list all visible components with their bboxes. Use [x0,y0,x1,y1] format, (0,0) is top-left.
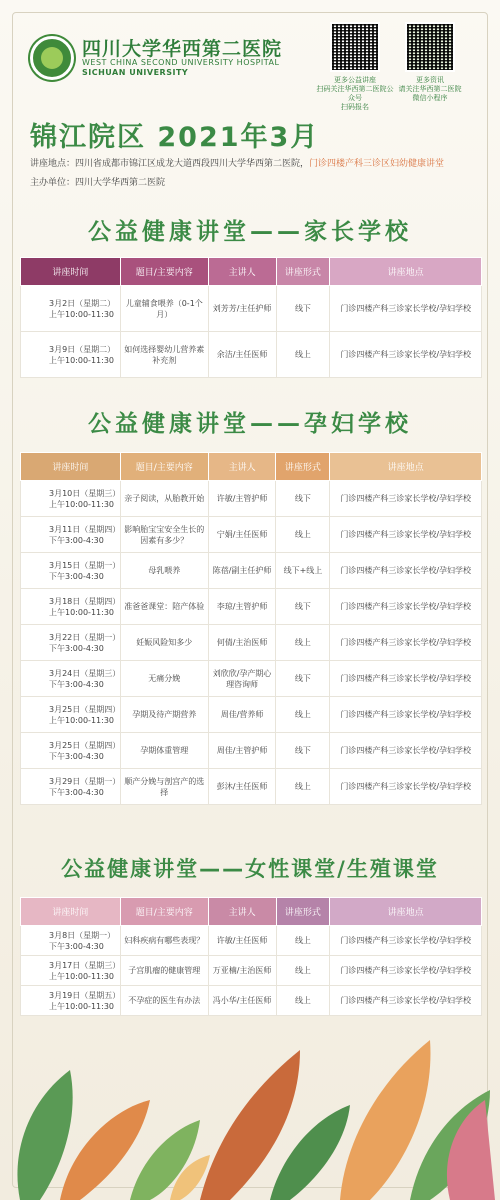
lecture-mode-mode: 线上 [294,350,311,359]
qr-caption-mini-program [390,76,470,103]
lecture-time [21,733,121,769]
lecture-mode-mode: 线下 [294,494,311,503]
lecture-time [21,661,121,697]
lecture-speaker [208,286,276,332]
lecture-time-date: 3月25日（星期四） [49,704,121,714]
hospital-name-en: WEST CHINA SECOND UNIVERSITY HOSPITAL [82,58,280,67]
qr-code-mini-program[interactable] [405,22,455,72]
qr1-caption-line: 扫码报名 [341,103,369,111]
lecture-place-place: 门诊四楼产科三诊家长学校/孕妇学校 [340,996,472,1005]
lecture-mode [276,286,330,332]
lecture-time-time: 上午10:00-11:30 [49,355,114,365]
col-header-topic: 题目/主要内容 [120,898,208,926]
lecture-speaker [208,332,276,378]
lecture-topic [120,589,208,625]
lecture-place-place: 门诊四楼产科三诊家长学校/孕妇学校 [340,638,472,647]
lecture-speaker-speaker: 万亚楠/主治医师 [212,966,272,975]
lecture-place-place: 门诊四楼产科三诊家长学校/孕妇学校 [340,350,472,359]
lecture-place-place: 门诊四楼产科三诊家长学校/孕妇学校 [340,746,472,755]
lecture-mode [276,661,330,697]
lecture-place [330,926,482,956]
address-text: 四川省成都市锦江区成龙大道西段四川大学华西第二医院， [75,159,310,169]
lecture-topic [120,926,208,956]
lecture-topic-topic: 子宫肌瘤的健康管理 [128,966,201,975]
lecture-time-time: 下午3:00-4:30 [49,679,104,689]
lecture-speaker [208,589,276,625]
col-header-place: 讲座地点 [330,258,482,286]
col-header-topic: 题目/主要内容 [120,258,208,286]
host-text: 四川大学华西第二医院 [75,178,166,188]
address-line [30,156,444,169]
lecture-mode [276,589,330,625]
leaves-decoration [0,1010,500,1200]
lecture-mode-mode: 线上 [294,710,311,719]
lecture-place [330,589,482,625]
lecture-time-date: 3月8日（星期一） [49,930,116,940]
lecture-mode-mode: 线上 [294,936,311,945]
lecture-mode-mode: 线上 [294,996,311,1005]
lecture-time [21,589,121,625]
lecture-time [21,553,121,589]
table-row [21,286,482,332]
lecture-time-date: 3月19日（星期五） [49,990,121,1000]
lecture-mode-mode: 线下 [294,304,311,313]
lecture-time-date: 3月2日（星期二） [49,298,116,308]
lecture-time-time: 下午3:00-4:30 [49,941,104,951]
qr2-caption-line: 微信小程序 [412,94,448,102]
lecture-speaker-speaker: 何倩/主治医师 [216,638,268,647]
lecture-speaker-speaker: 陈蓓/副主任护师 [212,566,272,575]
lecture-speaker [208,769,276,805]
lecture-time-date: 3月22日（星期一） [49,632,121,642]
lecture-topic [120,769,208,805]
lecture-time-date: 3月11日（星期四） [49,524,121,534]
lecture-speaker-speaker: 许敏/主管护师 [216,494,268,503]
lecture-topic-topic: 影响胎宝宝安全生长的因素有多少？ [124,524,205,545]
lecture-topic-topic: 亲子阅读，从胎教开始 [124,494,205,503]
section-title-pregnancy: 公益健康讲堂——孕妇学校 [88,411,412,437]
qr2-caption-line: 请关注华西第二医院 [398,85,462,93]
lecture-speaker-speaker: 余洁/主任医师 [216,350,268,359]
col-header-speaker: 主讲人 [208,898,276,926]
lecture-time-date: 3月25日（星期四） [49,740,121,750]
lecture-place [330,697,482,733]
lecture-topic-topic: 顺产分娩与剖宫产的选择 [124,776,205,797]
lecture-mode-mode: 线上 [294,638,311,647]
lecture-time [21,956,121,986]
lecture-time-time: 下午3:00-4:30 [49,535,104,545]
address-label: 讲座地点： [30,159,76,169]
host-label: 主办单位： [30,178,76,188]
lecture-time [21,286,121,332]
lecture-place [330,517,482,553]
lecture-place [330,661,482,697]
hospital-university-en: SICHUAN UNIVERSITY [82,68,189,77]
lecture-topic-topic: 儿童辅食喂养（0-1个月） [125,298,203,319]
qr-code-official-account[interactable] [330,22,380,72]
lecture-place [330,733,482,769]
lecture-time-time: 上午10:00-11:30 [49,309,114,319]
lecture-time-time: 下午3:00-4:30 [49,751,104,761]
lecture-topic [120,661,208,697]
lecture-place [330,625,482,661]
lecture-place-place: 门诊四楼产科三诊家长学校/孕妇学校 [340,782,472,791]
table-row [21,769,482,805]
lecture-time [21,697,121,733]
lecture-mode-mode: 线上 [294,966,311,975]
hospital-name: 四川大学华西第二医院 [82,38,283,60]
leaf-icon [447,1100,495,1200]
lecture-time [21,517,121,553]
lecture-mode [276,481,330,517]
lecture-speaker-speaker: 周佳/主管护师 [216,746,268,755]
lecture-time [21,332,121,378]
lecture-place [330,553,482,589]
lecture-place-place: 门诊四楼产科三诊家长学校/孕妇学校 [340,966,472,975]
col-header-topic: 题目/主要内容 [120,453,208,481]
table-row [21,697,482,733]
qr1-caption-line: 扫码关注华西第二医院公众号 [316,85,394,102]
lecture-time [21,926,121,956]
lecture-topic-topic: 准爸爸课堂：陪产体验 [124,602,205,611]
lecture-place-place: 门诊四楼产科三诊家长学校/孕妇学校 [340,530,472,539]
lecture-topic [120,553,208,589]
lecture-topic [120,697,208,733]
lecture-speaker-speaker: 刘欣欣/孕产期心理咨询师 [212,668,272,689]
lecture-speaker-speaker: 刘芳芳/主任护师 [212,304,272,313]
leaf-icon [17,1070,72,1200]
lecture-topic-topic: 不孕症的医生有办法 [128,996,201,1005]
lecture-time-date: 3月29日（星期一） [49,776,121,786]
table-row [21,553,482,589]
lecture-topic-topic: 孕期及待产期营养 [132,710,197,719]
lecture-place-place: 门诊四楼产科三诊家长学校/孕妇学校 [340,304,472,313]
col-header-time: 讲座时间 [21,258,121,286]
lecture-time-time: 上午10:00-11:30 [49,715,114,725]
lecture-time-date: 3月15日（星期一） [49,560,121,570]
lecture-time-time: 上午10:00-11:30 [49,1001,114,1011]
table-row [21,926,482,956]
lecture-speaker-speaker: 李琼/主管护师 [216,602,268,611]
lecture-speaker-speaker: 宁娟/主任医师 [216,530,268,539]
lecture-mode [276,553,330,589]
lecture-place [330,286,482,332]
hospital-logo-icon [30,36,74,80]
lecture-speaker [208,517,276,553]
lecture-time-date: 3月10日（星期三） [49,488,121,498]
lecture-mode-mode: 线上 [294,782,311,791]
lecture-speaker [208,733,276,769]
table-row [21,956,482,986]
lecture-topic-topic: 如何选择婴幼儿营养素补充剂 [124,344,205,365]
lecture-speaker [208,697,276,733]
lecture-mode [276,625,330,661]
lecture-place [330,332,482,378]
table-row [21,332,482,378]
lecture-speaker [208,661,276,697]
lecture-topic-topic: 妊娠风险知多少 [136,638,193,647]
qr-caption-official-account [315,76,395,112]
lecture-time-date: 3月9日（星期二） [49,344,116,354]
lecture-place-place: 门诊四楼产科三诊家长学校/孕妇学校 [340,936,472,945]
col-header-mode: 讲座形式 [276,258,330,286]
lecture-mode [276,769,330,805]
host-line [30,175,165,188]
lecture-time-date: 3月18日（星期四） [49,596,121,606]
table-row [21,661,482,697]
table-row [21,589,482,625]
lecture-mode [276,956,330,986]
table-row [21,733,482,769]
lecture-mode [276,733,330,769]
schedule-table-parents [20,257,482,378]
table-row [21,481,482,517]
lecture-place-place: 门诊四楼产科三诊家长学校/孕妇学校 [340,566,472,575]
lecture-topic [120,733,208,769]
lecture-speaker-speaker: 彭沐/主任医师 [216,782,268,791]
lecture-time-time: 下午3:00-4:30 [49,643,104,653]
schedule-table-women [20,897,482,1016]
lecture-place-place: 门诊四楼产科三诊家长学校/孕妇学校 [340,710,472,719]
lecture-speaker [208,926,276,956]
schedule-table-pregnancy [20,452,482,805]
lecture-topic [120,332,208,378]
lecture-speaker-speaker: 周佳/营养师 [220,710,264,719]
lecture-mode-mode: 线下 [294,674,311,683]
lecture-time-time: 上午10:00-11:30 [49,607,114,617]
lecture-topic [120,481,208,517]
lecture-topic-topic: 母乳喂养 [148,566,181,575]
col-header-mode: 讲座形式 [276,453,330,481]
lecture-place [330,769,482,805]
lecture-place-place: 门诊四楼产科三诊家长学校/孕妇学校 [340,602,472,611]
table-row [21,517,482,553]
lecture-time-date: 3月24日（星期三） [49,668,121,678]
lecture-place-place: 门诊四楼产科三诊家长学校/孕妇学校 [340,674,472,683]
lecture-speaker-speaker: 许敏/主任医师 [216,936,268,945]
lecture-time-time: 下午3:00-4:30 [49,571,104,581]
lecture-time [21,481,121,517]
lecture-place [330,481,482,517]
lecture-topic-topic: 妇科疾病有哪些表现？ [124,936,205,945]
col-header-time: 讲座时间 [21,898,121,926]
lecture-speaker [208,481,276,517]
lecture-topic [120,625,208,661]
qr2-caption-line: 更多资讯 [416,76,444,84]
col-header-speaker: 主讲人 [208,453,276,481]
page-title: 锦江院区 2021年3月 [30,122,320,153]
col-header-speaker: 主讲人 [208,258,276,286]
lecture-topic [120,517,208,553]
lecture-speaker [208,956,276,986]
address-highlight: 门诊四楼产科三诊区妇幼健康讲堂 [309,159,445,169]
lecture-mode [276,517,330,553]
lecture-topic [120,286,208,332]
col-header-place: 讲座地点 [330,898,482,926]
col-header-mode: 讲座形式 [276,898,330,926]
lecture-time-time: 上午10:00-11:30 [49,971,114,981]
lecture-speaker [208,625,276,661]
lecture-topic-topic: 无痛分娩 [148,674,181,683]
lecture-time-time: 上午10:00-11:30 [49,499,114,509]
lecture-speaker-speaker: 冯小华/主任医师 [212,996,272,1005]
lecture-topic [120,956,208,986]
lecture-time-date: 3月17日（星期三） [49,960,121,970]
section-title-women: 公益健康讲堂——女性课堂/生殖课堂 [61,857,439,881]
lecture-place [330,956,482,986]
lecture-mode-mode: 线下 [294,746,311,755]
lecture-mode-mode: 线下 [294,602,311,611]
lecture-mode [276,332,330,378]
lecture-mode [276,697,330,733]
lecture-mode [276,926,330,956]
lecture-speaker [208,553,276,589]
lecture-mode-mode: 线上 [294,530,311,539]
table-row [21,625,482,661]
lecture-time-time: 下午3:00-4:30 [49,787,104,797]
lecture-time [21,769,121,805]
lecture-time [21,625,121,661]
lecture-place-place: 门诊四楼产科三诊家长学校/孕妇学校 [340,494,472,503]
lecture-topic-topic: 孕期体重管理 [140,746,189,755]
col-header-place: 讲座地点 [330,453,482,481]
lecture-mode-mode: 线下+线上 [283,566,323,575]
qr1-caption-line: 更多公益讲座 [334,76,376,84]
section-title-parents: 公益健康讲堂——家长学校 [88,219,412,245]
col-header-time: 讲座时间 [21,453,121,481]
